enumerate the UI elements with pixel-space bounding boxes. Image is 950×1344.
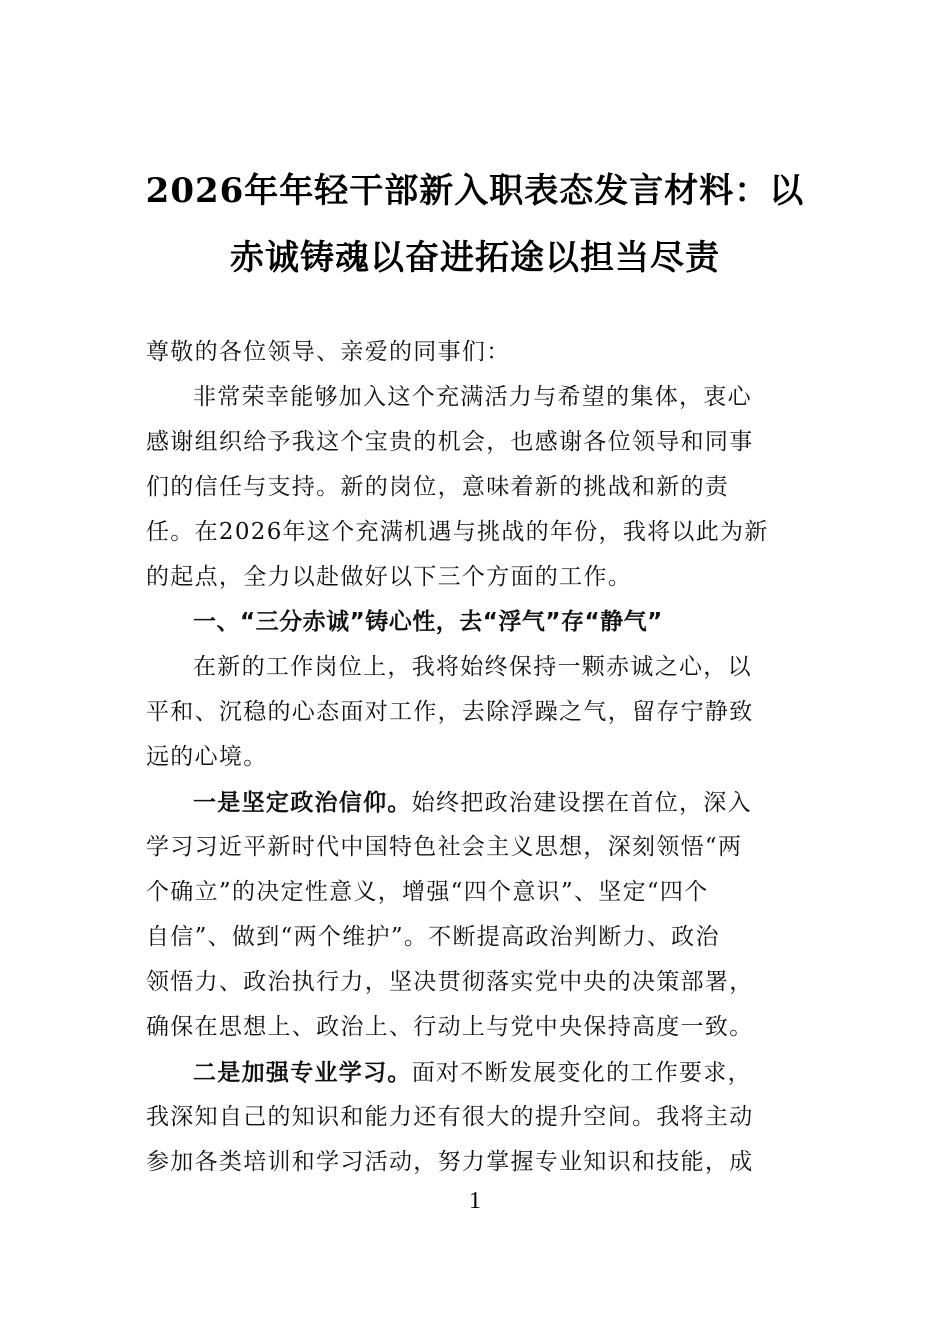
point-2-line: 我深知自己的知识和能力还有很大的提升空间。我将主动	[146, 1104, 754, 1130]
section-intro-line: 平和、沉稳的心态面对工作，去除浮躁之气，留存宁静致	[146, 699, 754, 725]
point-2-lead: 二是加强专业学习。	[193, 1059, 412, 1086]
point-1-first-line	[146, 780, 796, 825]
point-2-first-line	[146, 1050, 796, 1095]
point-1-line: 确保在思想上、政治上、行动上与党中央保持高度一致。	[146, 1014, 754, 1040]
point-2-text: 面对不断发展变化的工作要求，	[411, 1060, 752, 1086]
point-1-line: 学习习近平新时代中国特色社会主义思想，深刻领悟“两	[146, 834, 743, 860]
title-line-1: 2026年年轻干部新入职表态发言材料：以	[145, 171, 805, 211]
page-number: 1	[469, 1188, 481, 1214]
intro-line: 非常荣幸能够加入这个充满活力与希望的集体，衷心	[193, 384, 752, 410]
section-intro-line: 在新的工作岗位上，我将始终保持一颗赤诚之心，以	[193, 654, 752, 680]
point-1-line: 个确立”的决定性意义，增强“四个意识”、坚定“四个	[146, 879, 709, 905]
section-intro-line: 远的心境。	[146, 744, 268, 770]
point-1-lead: 一是坚定政治信仰。	[193, 789, 412, 816]
point-1-line: 领悟力、政治执行力，坚决贯彻落实党中央的决策部署，	[146, 969, 754, 995]
intro-line: 任。在2026年这个充满机遇与挑战的年份，我将以此为新	[146, 519, 769, 545]
salutation: 尊敬的各位领导、亲爱的同事们：	[146, 339, 511, 365]
intro-line: 感谢组织给予我这个宝贵的机会，也感谢各位领导和同事	[146, 429, 754, 455]
point-1-text: 始终把政治建设摆在首位，深入	[411, 790, 752, 816]
intro-line: 们的信任与支持。新的岗位，意味着新的挑战和新的责	[146, 474, 730, 500]
document-body	[146, 330, 796, 1185]
point-2-line: 参加各类培训和学习活动，努力掌握专业知识和技能，成	[146, 1149, 754, 1175]
title-line-2: 赤诚铸魂以奋进拓途以担当尽责	[230, 238, 720, 278]
intro-line: 的起点，全力以赴做好以下三个方面的工作。	[146, 564, 632, 590]
point-1-line: 自信”、做到“两个维护”。不断提高政治判断力、政治	[146, 924, 720, 950]
document-title	[120, 158, 830, 292]
section-heading-1: 一、“三分赤诚”铸心性，去“浮气”存“静气”	[193, 609, 663, 635]
